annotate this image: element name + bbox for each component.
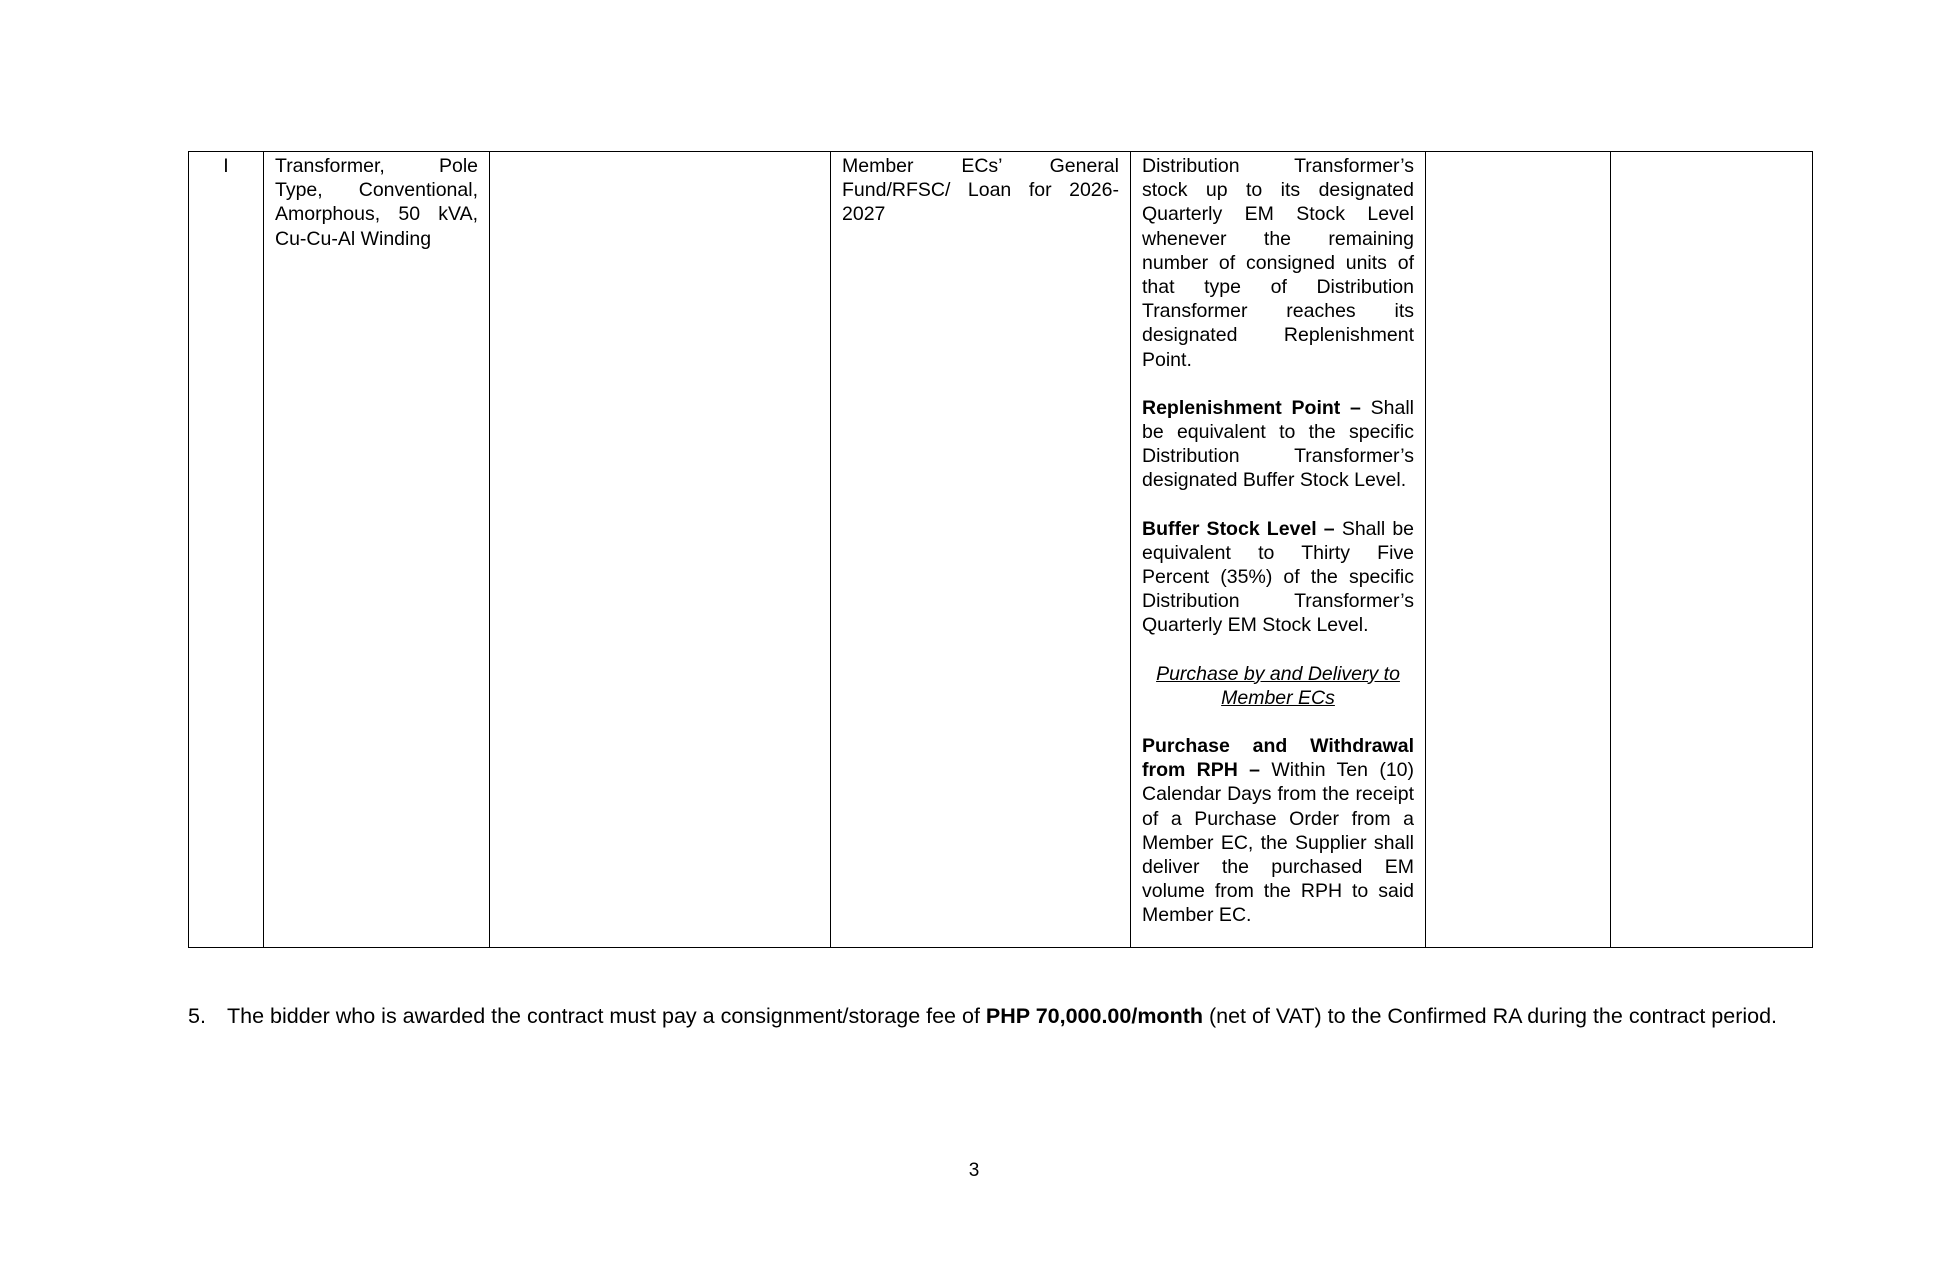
buffer-stock-block [1142,517,1414,638]
paragraph-text-end: (net of VAT) to the Confirmed RA during the contract period. [1203,1004,1778,1028]
blank-cell [1426,152,1611,948]
page-number: 3 [968,1160,980,1181]
paragraph-text [227,1002,1814,1030]
delivery-terms-cell [1131,152,1426,948]
description-line: Transformer, Pole [275,155,478,177]
purchase-withdrawal-block [1142,734,1414,928]
description-cell [264,152,490,948]
funding-line: 2027 [842,203,886,226]
blank-cell [490,152,831,948]
funding-line: Member ECs’ General [842,155,1119,177]
replenishment-text: Shall be equivalent to the specific Distribution Transformer’s designated Buffer Stock Level. [1142,396,1415,492]
funding-line: Fund/RFSC/ Loan for 2026- [842,179,1119,202]
buffer-text: Shall be equivalent to Thirty Five Percent (35%) of the specific Distribution Transformer’s Quarterly EM Stock Level. [1142,517,1415,637]
item-number-cell [189,152,264,948]
buffer-heading: Buffer Stock Level – [1142,517,1335,540]
paragraph-number: 5. [188,1004,206,1028]
item-number: I [223,155,229,177]
description-line: Amorphous, 50 kVA, [275,203,478,226]
withdrawal-heading: Purchase and Withdrawal from RPH – [1142,735,1414,782]
specifications-table [188,151,1813,948]
replenishment-point-block [1142,396,1414,493]
table-row [189,152,1813,948]
description-line: Cu-Cu-Al Winding [275,227,432,250]
storage-fee-amount: PHP 70,000.00/month [985,1004,1203,1028]
paragraph-text-start: The bidder who is awarded the contract must pay a consignment/storage fee of [227,1004,986,1028]
funding-source-cell [831,152,1131,948]
replenishment-heading: Replenishment Point – [1142,396,1361,419]
terms-intro: Distribution Transformer’s stock up to its designated Quarterly EM Stock Level whenever the remaining number of consigned units of that type of Distribution Transformer reaches its designated Replenishment Point. [1142,155,1414,371]
withdrawal-text: Within Ten (10) Calendar Days from the receipt of a Purchase Order from a Member EC, the Supplier shall deliver the purchased EM volume from the RPH to said Member EC. [1142,759,1414,927]
description-line: Type, Conventional, [275,179,478,202]
purchase-delivery-heading: Purchase by and Delivery to Member ECs [1156,662,1400,709]
blank-cell [1611,152,1813,948]
numbered-paragraph-5 [188,1002,1814,1030]
